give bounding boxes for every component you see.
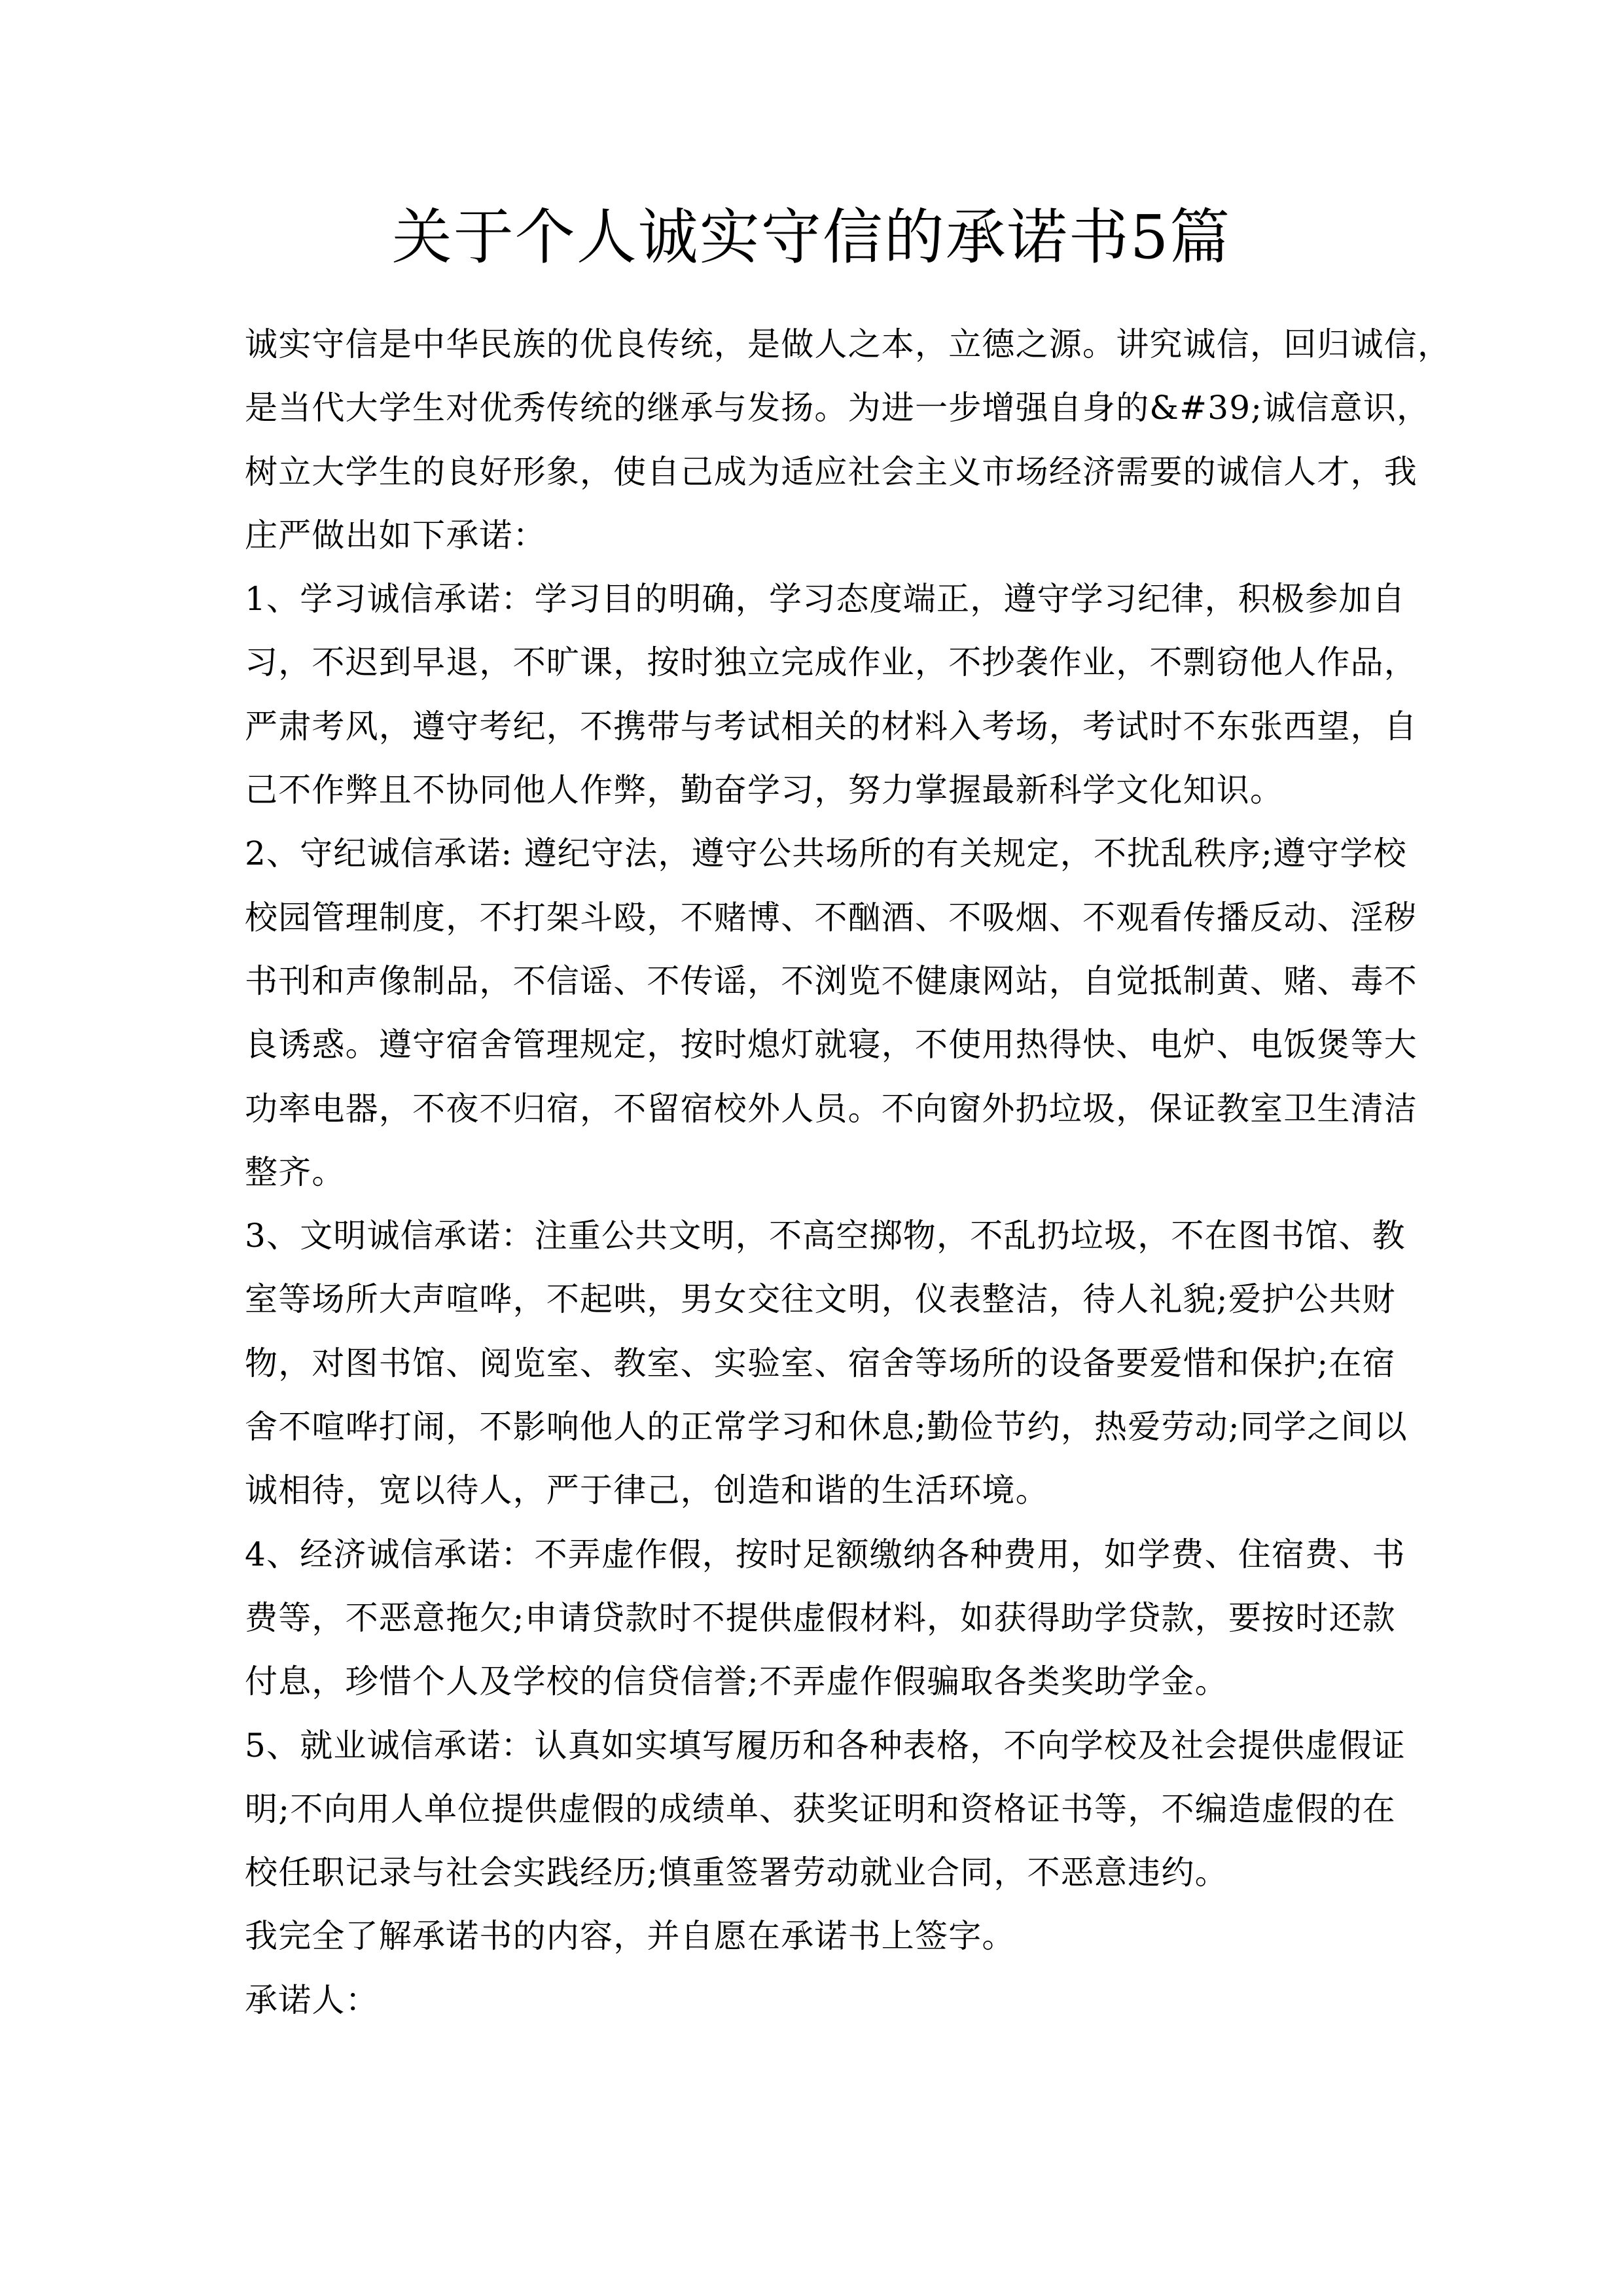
text-line: 庄严做出如下承诺： bbox=[245, 516, 546, 554]
signature-label: 承诺人： bbox=[245, 1981, 379, 2019]
section-employment-integrity bbox=[245, 1714, 1406, 1905]
text-line: 书刊和声像制品，不信谣、不传谣，不浏览不健康网站，自觉抵制黄、赌、毒不 bbox=[245, 961, 1418, 1000]
section-civility-integrity bbox=[245, 1204, 1408, 1522]
closing-statement bbox=[245, 1905, 1383, 1968]
text-line: 整齐。 bbox=[245, 1153, 346, 1191]
text-line: 良诱惑。遵守宿舍管理规定，按时熄灯就寝，不使用热得快、电炉、电饭煲等大 bbox=[245, 1026, 1418, 1064]
signature-block bbox=[245, 1969, 1383, 2032]
text-line: 诚实守信是中华民族的优良传统，是做人之本，立德之源。讲究诚信，回归诚信， bbox=[245, 325, 1452, 363]
text-line: 功率电器，不夜不归宿，不留宿校外人员。不向窗外扔垃圾，保证教室卫生清洁 bbox=[245, 1089, 1418, 1128]
text-line: 3、文明诚信承诺：注重公共文明，不高空掷物，不乱扔垃圾，不在图书馆、教 bbox=[245, 1217, 1406, 1255]
text-line: 己不作弊且不协同他人作弊，勤奋学习，努力掌握最新科学文化知识。 bbox=[245, 771, 1284, 810]
text-line: 5、就业诚信承诺：认真如实填写履历和各种表格，不向学校及社会提供虚假证 bbox=[245, 1726, 1406, 1765]
text-line: 费等，不恶意拖欠;申请贷款时不提供虚假材料，如获得助学贷款，要按时还款 bbox=[245, 1598, 1396, 1637]
section-economic-integrity bbox=[245, 1523, 1406, 1714]
section-discipline-integrity bbox=[245, 822, 1418, 1204]
document-title: 关于个人诚实守信的承诺书5篇 bbox=[391, 202, 1232, 272]
text-line: 1、学习诚信承诺：学习目的明确，学习态度端正，遵守学习纪律，积极参加自 bbox=[245, 580, 1406, 619]
text-line: 付息，珍惜个人及学校的信贷信誉;不弄虚作假骗取各类奖助学金。 bbox=[245, 1662, 1228, 1701]
text-line: 物，对图书馆、阅览室、教室、实验室、宿舍等场所的设备要爱惜和保护;在宿 bbox=[245, 1344, 1396, 1382]
text-line: 4、经济诚信承诺：不弄虚作假，按时足额缴纳各种费用，如学费、住宿费、书 bbox=[245, 1535, 1406, 1573]
text-line: 习，不迟到早退，不旷课，按时独立完成作业，不抄袭作业，不剽窃他人作品， bbox=[245, 643, 1418, 682]
text-line: 舍不喧哗打闹，不影响他人的正常学习和休息;勤俭节约，热爱劳动;同学之间以 bbox=[245, 1408, 1408, 1446]
text-line: 2、守纪诚信承诺: 遵纪守法，遵守公共场所的有关规定，不扰乱秩序;遵守学校 bbox=[245, 834, 1407, 873]
text-line: 校任职记录与社会实践经历;慎重签署劳动就业合同，不恶意违约。 bbox=[245, 1854, 1228, 1892]
document-body bbox=[245, 313, 1452, 2032]
section-study-integrity bbox=[245, 567, 1418, 822]
text-line: 诚相待，宽以待人，严于律己，创造和谐的生活环境。 bbox=[245, 1471, 1049, 1510]
intro-paragraph bbox=[245, 313, 1452, 567]
text-line: 是当代大学生对优秀传统的继承与发扬。为进一步增强自身的&#39;诚信意识， bbox=[245, 389, 1431, 427]
text-line: 室等场所大声喧哗，不起哄，男女交往文明，仪表整洁，待人礼貌;爱护公共财 bbox=[245, 1280, 1396, 1319]
text-line: 校园管理制度，不打架斗殴，不赌博、不酗酒、不吸烟、不观看传播反动、淫秽 bbox=[245, 898, 1418, 937]
text-line: 树立大学生的良好形象，使自己成为适应社会主义市场经济需要的诚信人才，我 bbox=[245, 452, 1418, 491]
text-line: 明;不向用人单位提供虚假的成绩单、获奖证明和资格证书等，不编造虚假的在 bbox=[245, 1789, 1396, 1828]
text-line: 我完全了解承诺书的内容，并自愿在承诺书上签字。 bbox=[245, 1917, 1016, 1956]
text-line: 严肃考风，遵守考纪，不携带与考试相关的材料入考场，考试时不东张西望，自 bbox=[245, 707, 1418, 745]
